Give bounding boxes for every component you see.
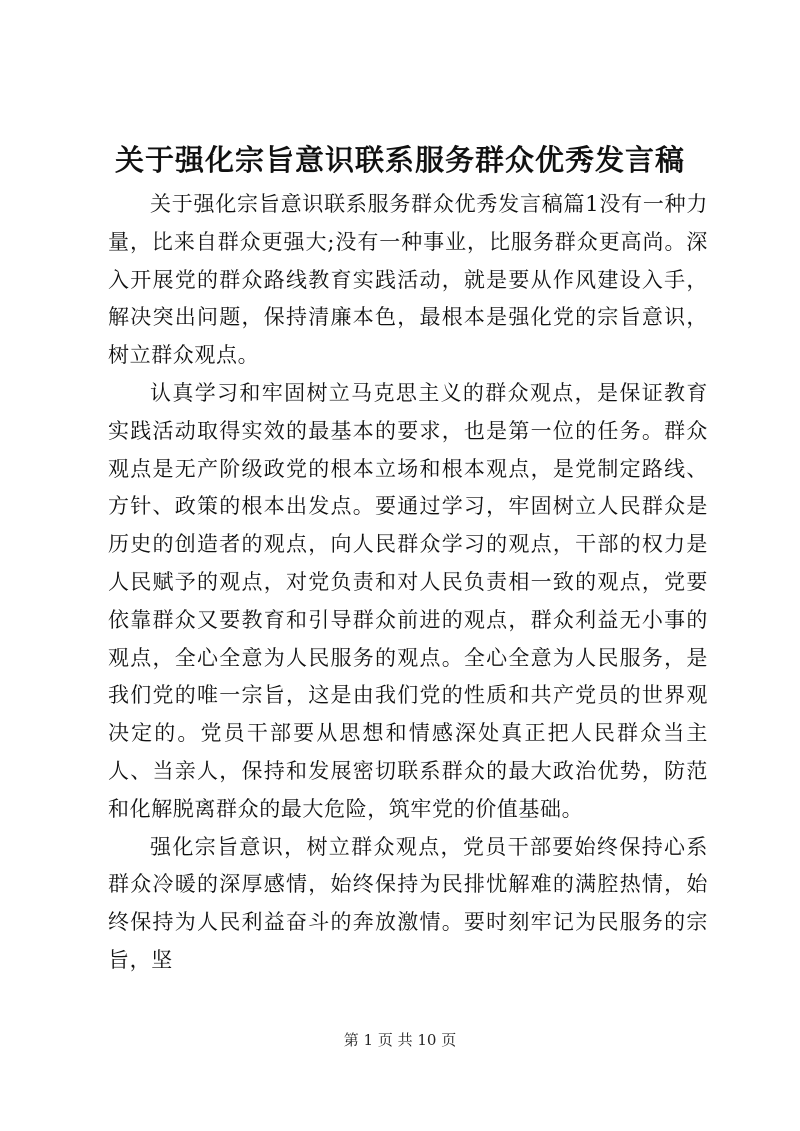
paragraph-2: 认真学习和牢固树立马克思主义的群众观点，是保证教育实践活动取得实效的最基本的要求，也是第一位的任务。群众观点是无产阶级政党的根本立场和根本观点，是党制定路线、方针、政策的根本出发点。要通过学习，牢固树立人民群众是历史的创造者的观点，向人民群众学习的观点，干部的权力是人民赋予的观点，对党负责和对人民负责相一致的观点，党要依靠群众又要教育和引导群众前进的观点，群众利益无小事的观点，全心全意为人民服务的观点。全心全意为人民服务，是我们党的唯一宗旨，这是由我们党的性质和共产党员的世界观决定的。党员干部要从思想和情感深处真正把人民群众当主人、当亲人，保持和发展密切联系群众的最大政治优势，防范和化解脱离群众的最大危险，筑牢党的价值基础。 bbox=[108, 380, 708, 821]
paragraph-3: 强化宗旨意识，树立群众观点，党员干部要始终保持心系群众冷暖的深厚感情，始终保持为民排忧解难的满腔热情，始终保持为人民利益奋斗的奔放激情。要时刻牢记为民服务的宗旨，坚 bbox=[108, 834, 708, 972]
document-body bbox=[108, 186, 708, 980]
document-title: 关于强化宗旨意识联系服务群众优秀发言稿 bbox=[114, 143, 685, 177]
page-indicator: 第 1 页 共 10 页 bbox=[343, 1031, 457, 1049]
page-footer bbox=[0, 1030, 800, 1050]
paragraph-1: 关于强化宗旨意识联系服务群众优秀发言稿篇1没有一种力量，比来自群众更强大;没有一种事业，比服务群众更高尚。深入开展党的群众路线教育实践活动，就是要从作风建设入手，解决突出问题，保持清廉本色，最根本是强化党的宗旨意识，树立群众观点。 bbox=[108, 192, 708, 368]
